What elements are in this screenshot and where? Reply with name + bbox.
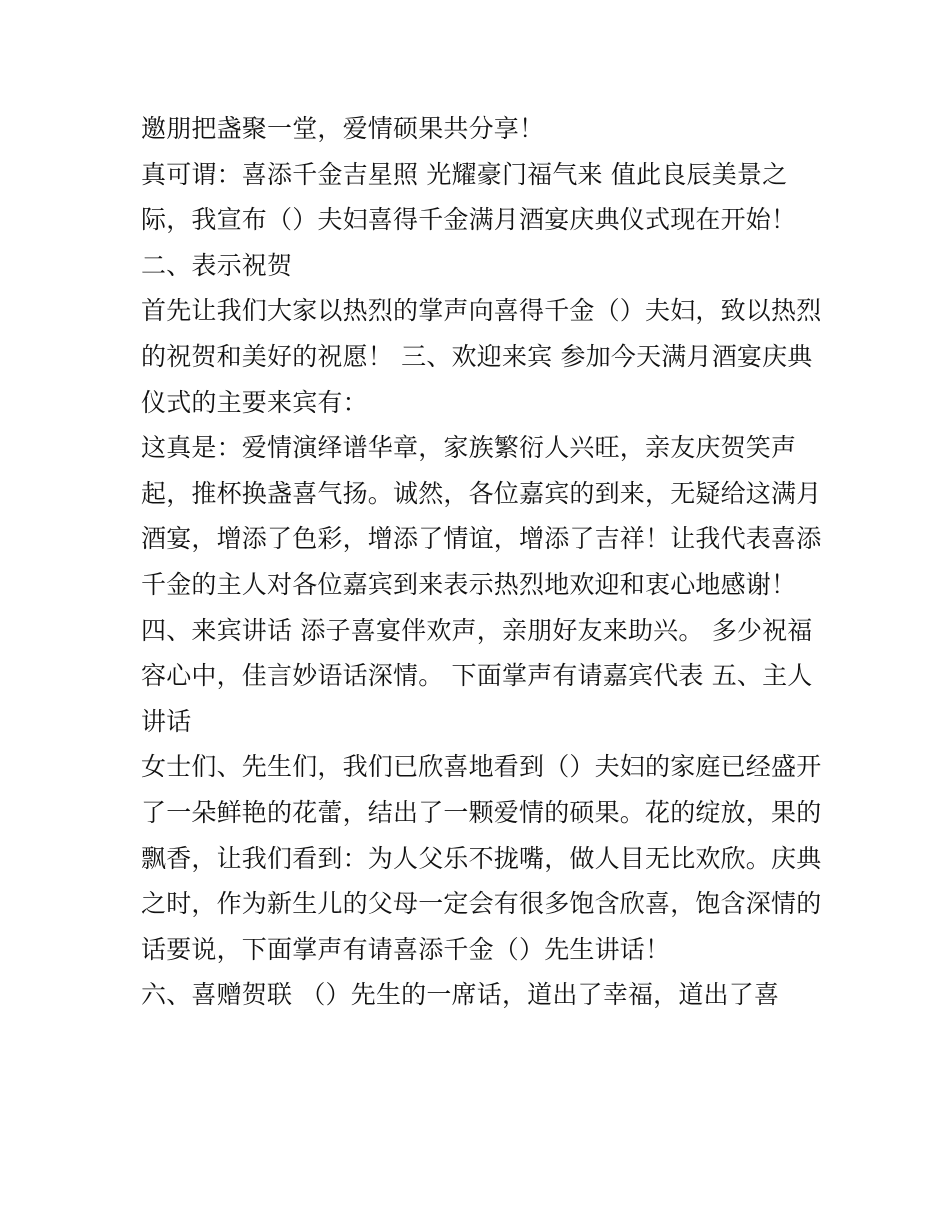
text-line: 四、来宾讲话 添子喜宴伴欢声，亲朋好友来助兴。 多少祝福 xyxy=(141,615,813,645)
text-line: 容心中，佳言妙语话深情。 下面掌声有请嘉宾代表 五、主人 xyxy=(141,661,813,691)
text-line: 话要说，下面掌声有请喜添千金（）先生讲话！ xyxy=(141,934,671,964)
text-line: 邀朋把盏聚一堂，爱情硕果共分享！ xyxy=(141,114,545,143)
text-line: 酒宴，增添了色彩，增添了情谊，增添了吉祥！让我代表喜添 xyxy=(141,524,822,554)
text-line: 飘香，让我们看到：为人父乐不拢嘴，做人目无比欢欣。庆典 xyxy=(141,843,822,873)
text-line: 之时，作为新生儿的父母一定会有很多饱含欣喜，饱含深情的 xyxy=(141,889,822,919)
text-line: 起，推杯换盏喜气扬。诚然，各位嘉宾的到来，无疑给这满月 xyxy=(141,478,822,508)
text-line: 仪式的主要来宾有： xyxy=(141,387,368,417)
text-line: 际，我宣布（）夫妇喜得千金满月酒宴庆典仪式现在开始！ xyxy=(141,205,797,235)
document-body xyxy=(141,106,831,1018)
text-line: 这真是：爱情演绎谱华章，家族繁衍人兴旺，亲友庆贺笑声 xyxy=(141,433,797,463)
text-line: 的祝贺和美好的祝愿！ 三、欢迎来宾 参加今天满月酒宴庆典 xyxy=(141,341,813,371)
text-line: 千金的主人对各位嘉宾到来表示热烈地欢迎和衷心地感谢！ xyxy=(141,569,797,599)
text-line: 了一朵鲜艳的花蕾，结出了一颗爱情的硕果。花的绽放，果的 xyxy=(141,797,822,827)
section-heading: 二、表示祝贺 xyxy=(141,250,293,280)
text-line: 讲话 xyxy=(141,706,192,736)
text-line: 女士们、先生们，我们已欣喜地看到（）夫妇的家庭已经盛开 xyxy=(141,752,822,782)
text-line: 首先让我们大家以热烈的掌声向喜得千金（）夫妇，致以热烈 xyxy=(141,296,822,326)
text-line: 六、喜赠贺联 （）先生的一席话，道出了幸福，道出了喜 xyxy=(141,980,780,1010)
text-line: 真可谓：喜添千金吉星照 光耀豪门福气来 值此良辰美景之 xyxy=(141,159,788,189)
